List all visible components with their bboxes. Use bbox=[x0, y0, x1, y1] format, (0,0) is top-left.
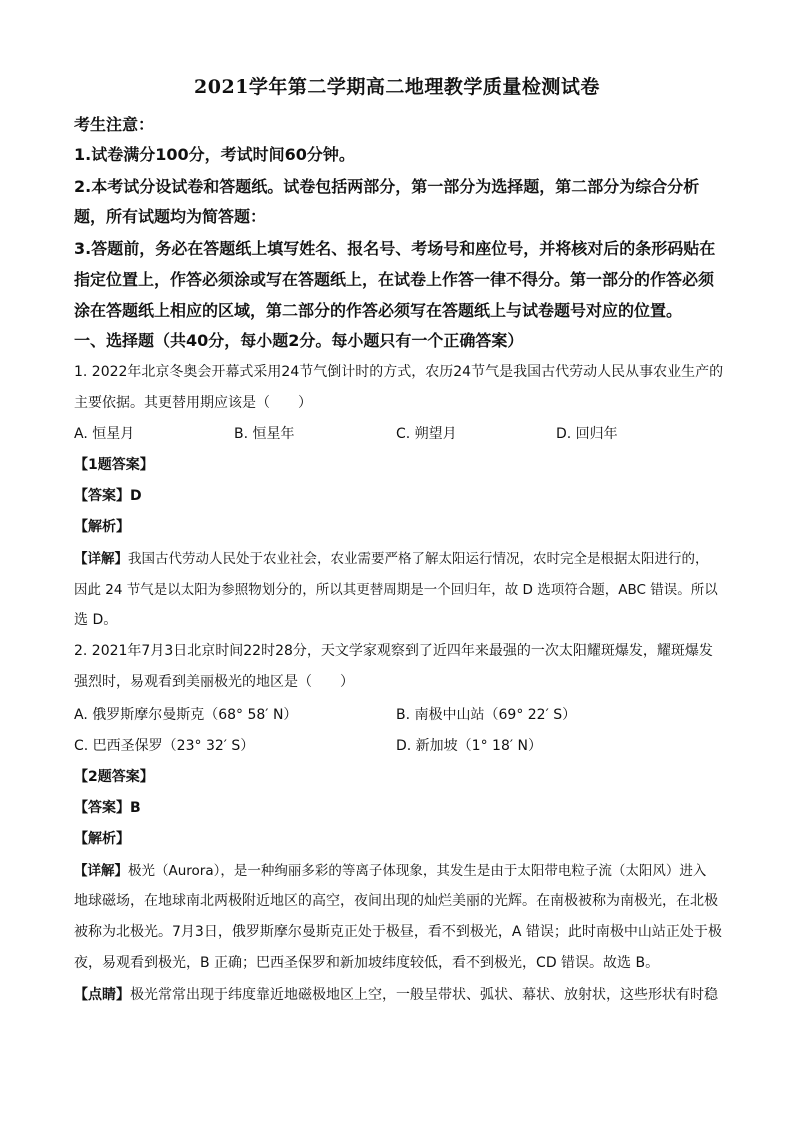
notice-line: 指定位置上，作答必须涂或写在答题纸上，在试卷上作答一律不得分。第一部分的作答必须 bbox=[74, 270, 715, 289]
notice-heading: 考生注意： bbox=[74, 115, 155, 134]
section-heading: 一、选择题（共40分，每小题2分。每小题只有一个正确答案） bbox=[74, 331, 524, 350]
tip-label: 【点睛】 bbox=[74, 987, 130, 1003]
q2-tip bbox=[74, 984, 724, 1004]
q2-option-c: C. 巴西圣保罗（23° 32′ S） bbox=[74, 738, 255, 754]
detail-text: 我国古代劳动人民处于农业社会，农业需要严格了解太阳运行情况，农时完全是根据太阳进行的， bbox=[128, 551, 709, 567]
notice-line: 涂在答题纸上相应的区域，第二部分的作答必须写在答题纸上与试卷题号对应的位置。 bbox=[74, 301, 683, 320]
q1-option-c: C. 朔望月 bbox=[396, 426, 457, 442]
q2-answer: 【答案】B bbox=[74, 800, 141, 816]
question-1-stem: 1. 2022年北京冬奥会开幕式采用24节气倒计时的方式，农历24节气是我国古代劳动人民从事农业生产的 bbox=[74, 364, 724, 380]
page-title: 2021学年第二学期高二地理教学质量检测试卷 bbox=[194, 76, 600, 98]
q2-detail: 被称为北极光。7月3日，俄罗斯摩尔曼斯克正处于极昼，看不到极光，A 错误；此时南极中山站正处于极 bbox=[74, 924, 722, 940]
q1-analysis-tag: 【解析】 bbox=[74, 519, 130, 535]
detail-label: 【详解】 bbox=[74, 863, 128, 879]
q2-option-a: A. 俄罗斯摩尔曼斯克（68° 58′ N） bbox=[74, 707, 298, 723]
q1-answer: 【答案】D bbox=[74, 488, 142, 504]
detail-label: 【详解】 bbox=[74, 551, 128, 567]
q1-detail bbox=[74, 547, 724, 567]
question-1-stem: 主要依据。其更替用期应该是（ ） bbox=[74, 395, 312, 411]
q2-detail: 夜，易观看到极光，B 正确；巴西圣保罗和新加坡纬度较低，看不到极光，CD 错误。故选 B。 bbox=[74, 955, 660, 971]
q1-option-a: A. 恒星月 bbox=[74, 426, 135, 442]
q2-option-b: B. 南极中山站（69° 22′ S） bbox=[396, 707, 577, 723]
tip-text: 极光常常出现于纬度靠近地磁极地区上空，一般呈带状、弧状、幕状、放射状，这些形状有时稳 bbox=[130, 987, 718, 1003]
q2-analysis-tag: 【解析】 bbox=[74, 831, 130, 847]
notice-line: 题，所有试题均为简答题： bbox=[74, 207, 267, 226]
question-2-stem: 强烈时，易观看到美丽极光的地区是（ ） bbox=[74, 674, 354, 690]
question-2-stem: 2. 2021年7月3日北京时间22时28分，天文学家观察到了近四年来最强的一次太阳耀斑爆发，耀斑爆发 bbox=[74, 643, 713, 659]
q2-answer-tag: 【2题答案】 bbox=[74, 769, 154, 785]
q1-option-d: D. 回归年 bbox=[556, 426, 618, 442]
q1-detail: 因此 24 节气是以太阳为参照物划分的，所以其更替周期是一个回归年，故 D 选项符合题，ABC 错误。所以 bbox=[74, 582, 718, 598]
q1-answer-tag: 【1题答案】 bbox=[74, 457, 154, 473]
q1-option-b: B. 恒星年 bbox=[234, 426, 295, 442]
q2-option-d: D. 新加坡（1° 18′ N） bbox=[396, 738, 542, 754]
notice-line: 3.答题前，务必在答题纸上填写姓名、报名号、考场号和座位号，并将核对后的条形码贴在 bbox=[74, 239, 716, 258]
detail-text: 极光（Aurora），是一种绚丽多彩的等离子体现象，其发生是由于太阳带电粒子流（太阳风）进入 bbox=[128, 863, 707, 879]
q1-detail: 选 D。 bbox=[74, 612, 118, 628]
q2-detail bbox=[74, 859, 724, 879]
notice-line: 2.本考试分设试卷和答题纸。试卷包括两部分，第一部分为选择题，第二部分为综合分析 bbox=[74, 177, 700, 196]
q2-detail: 地球磁场，在地球南北两极附近地区的高空，夜间出现的灿烂美丽的光辉。在南极被称为南极光，在北极 bbox=[74, 893, 718, 909]
notice-line: 1.试卷满分100分，考试时间60分钟。 bbox=[74, 145, 355, 164]
